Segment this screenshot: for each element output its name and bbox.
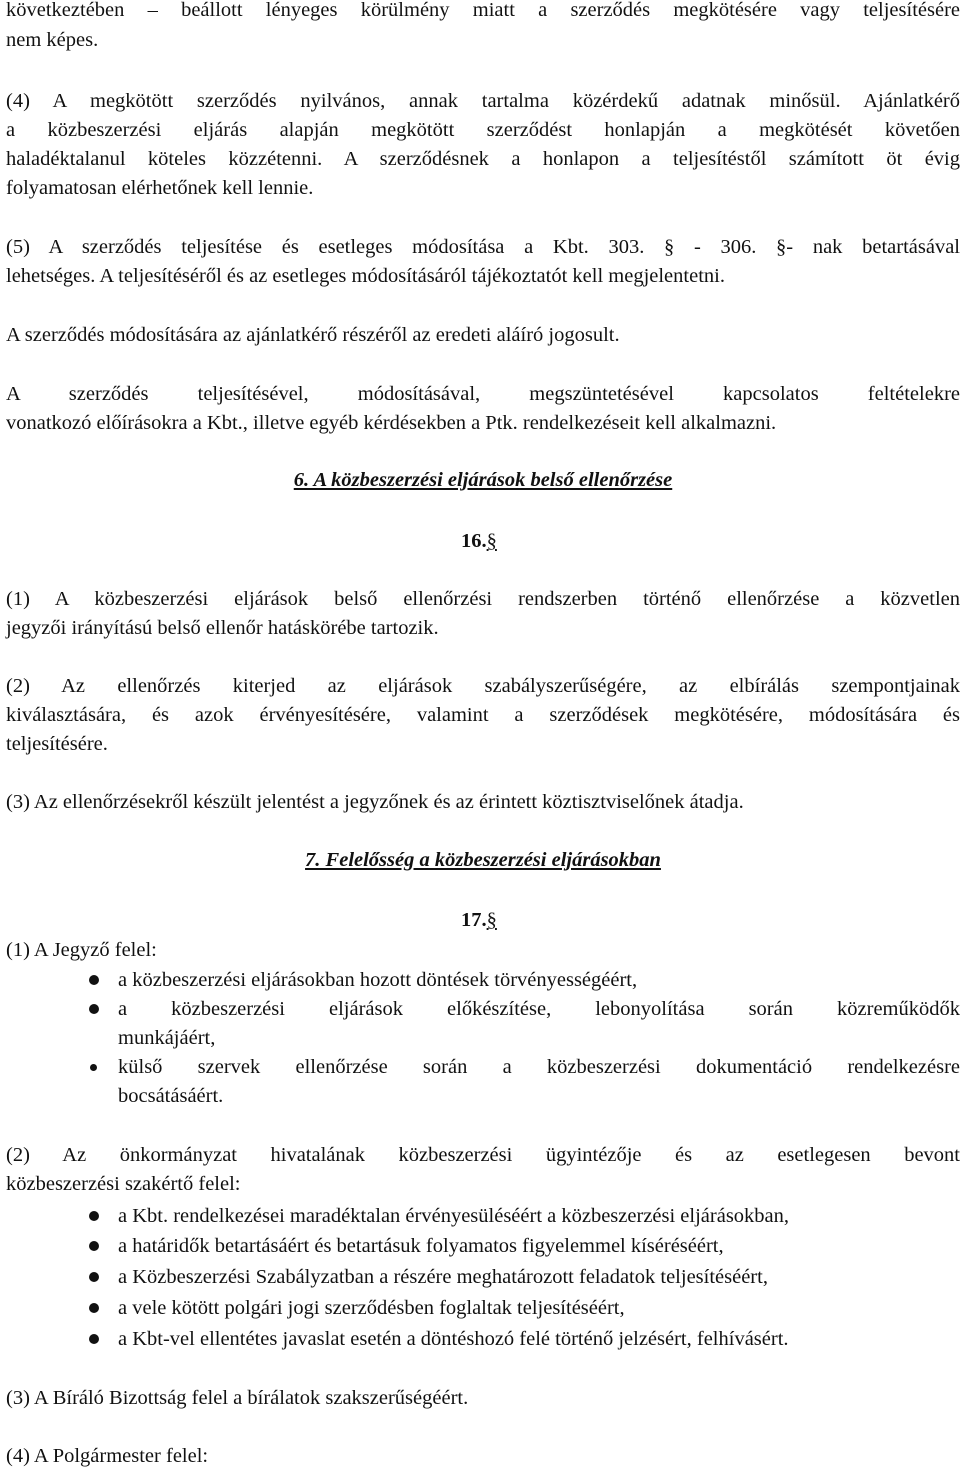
text-line: (5) A szerződés teljesítése és esetleges módosítása a Kbt. 303. § - 306. §- nak betartásával [6, 236, 960, 258]
bullet-icon [89, 1211, 99, 1221]
list-item: külső szervek ellenőrzése során a közbeszerzési dokumentáció rendelkezésre [118, 1056, 960, 1078]
bullet-icon [89, 975, 99, 985]
bullet-icon [90, 1064, 97, 1071]
text-line: A szerződés teljesítésével, módosításával, megszüntetésével kapcsolatos feltételekre [6, 383, 960, 405]
text-line: (4) A Polgármester felel: [6, 1445, 209, 1467]
list-item: a Közbeszerzési Szabályzatban a részére meghatározott feladatok teljesítéséért, [118, 1266, 768, 1288]
text-line: (4) A megkötött szerződés nyilvános, annak tartalma közérdekű adatnak minősül. Ajánlatkérő [6, 90, 960, 112]
bullet-icon [89, 1272, 99, 1282]
bullet-icon [89, 1241, 99, 1251]
text-line: (1) A Jegyző felel: [6, 939, 157, 961]
paragraph-number [461, 906, 497, 936]
text-line: folyamatosan elérhetőnek kell lennie. [6, 177, 314, 199]
text-line: lehetséges. A teljesítéséről és az esetleges módosításáról tájékoztatót kell megjelentetni. [6, 265, 725, 287]
text-line: következtében – beállott lényeges körülmény miatt a szerződés megkötésére vagy teljesítésére [6, 0, 960, 21]
paragraph-number-text: 16. [461, 530, 487, 552]
text-line: teljesítésére. [6, 733, 108, 755]
list-item: a közbeszerzési eljárások előkészítése, lebonyolítása során közreműködők [118, 998, 960, 1020]
list-item: a Kbt-vel ellentétes javaslat esetén a döntéshozó felé történő jelzésért, felhívásért. [118, 1328, 789, 1350]
text-line: jegyzői irányítású belső ellenőr hatáskörébe tartozik. [6, 617, 439, 639]
bullet-icon [89, 1004, 99, 1014]
text-line: (3) A Bíráló Bizottság felel a bírálatok szakszerűségéért. [6, 1387, 469, 1409]
paragraph-number-text: 17. [461, 909, 487, 931]
text-line: haladéktalanul köteles közzétenni. A szerződésnek a honlapon a teljesítéstől számított öt évig [6, 148, 960, 170]
list-item-continuation: munkájáért, [118, 1027, 216, 1049]
paragraph-number [461, 527, 497, 557]
text-line: kiválasztására, és azok érvényesítésére, valamint a szerződések megkötésére, módosítására és [6, 704, 960, 726]
bullet-icon [89, 1303, 99, 1313]
list-item: a közbeszerzési eljárásokban hozott döntések törvényességéért, [118, 969, 638, 991]
text-line: a közbeszerzési eljárás alapján megkötött szerződést honlapján a megkötését követően [6, 119, 960, 141]
list-item-continuation: bocsátásáért. [118, 1085, 224, 1107]
section-heading: 7. Felelősség a közbeszerzési eljárásokban [305, 849, 661, 871]
section-heading: 6. A közbeszerzési eljárások belső ellenőrzése [293, 469, 673, 491]
text-line: (2) Az ellenőrzés kiterjed az eljárások szabályszerűségére, az elbírálás szempontjainak [6, 675, 960, 697]
list-item: a Kbt. rendelkezései maradéktalan érvényesüléséért a közbeszerzési eljárásokban, [118, 1205, 790, 1227]
text-line: (2) Az önkormányzat hivatalának közbeszerzési ügyintézője és az esetlegesen bevont [6, 1144, 960, 1166]
list-item: a vele kötött polgári jogi szerződésben foglaltak teljesítéséért, [118, 1297, 625, 1319]
text-line: nem képes. [6, 29, 99, 51]
text-line: (1) A közbeszerzési eljárások belső ellenőrzési rendszerben történő ellenőrzése a közvetlen [6, 588, 960, 610]
section-sign: § [486, 909, 497, 931]
text-line: közbeszerzési szakértő felel: [6, 1173, 241, 1195]
bullet-icon [89, 1334, 99, 1344]
text-line: (3) Az ellenőrzésekről készült jelentést a jegyzőnek és az érintett köztisztviselőnek átadja. [6, 791, 744, 813]
text-line: A szerződés módosítására az ajánlatkérő részéről az eredeti aláíró jogosult. [6, 324, 620, 346]
text-line: vonatkozó előírásokra a Kbt., illetve egyéb kérdésekben a Ptk. rendelkezéseit kell alkalmazni. [6, 412, 777, 434]
list-item: a határidők betartásáért és betartásuk folyamatos figyelemmel kíséréséért, [118, 1235, 724, 1257]
section-sign: § [486, 530, 497, 552]
